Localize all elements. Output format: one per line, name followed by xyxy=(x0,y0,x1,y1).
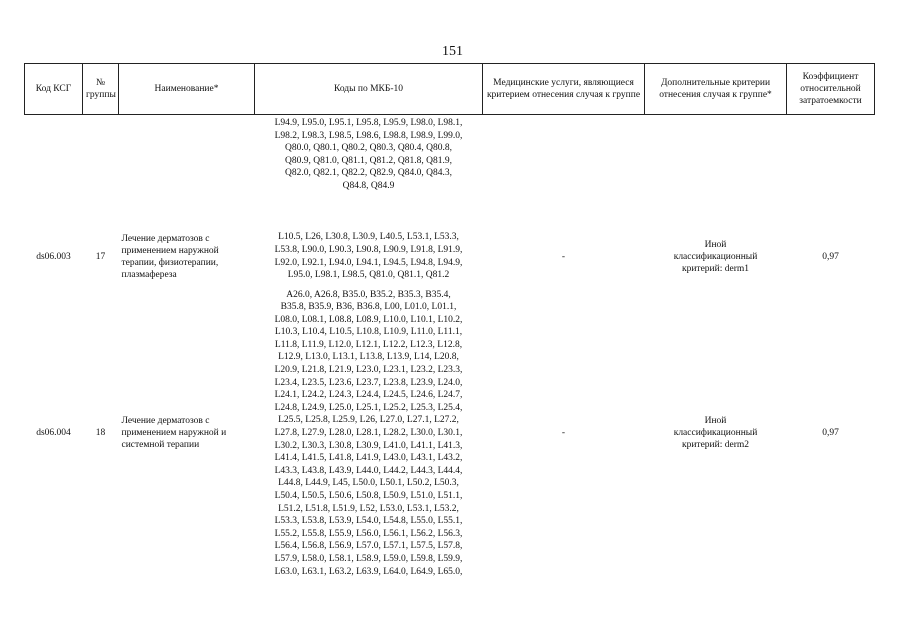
icd-codes-line: L12.9, L13.0, L13.1, L13.8, L13.9, L14, L20.8, xyxy=(278,352,459,363)
icd-codes-line: Q84.8, Q84.9 xyxy=(342,180,395,191)
services-cell: - xyxy=(561,428,566,439)
table-row xyxy=(25,289,875,579)
icd-codes-cell xyxy=(255,115,483,225)
icd-codes-line: L53.8, L90.0, L90.3, L90.8, L90.9, L91.8, L91.9, xyxy=(274,244,463,255)
icd-codes-line: L20.9, L21.8, L21.9, L23.0, L23.1, L23.2, L23.3, xyxy=(274,365,463,376)
criteria-cell xyxy=(645,115,787,225)
icd-codes-cell xyxy=(255,225,483,289)
criteria-cell xyxy=(645,225,787,289)
icd-codes-line: L30.2, L30.3, L30.8, L30.9, L41.0, L41.1, L41.3, xyxy=(274,440,463,451)
name-line: применением наружной и xyxy=(121,428,227,439)
icd-codes-line: B35.8, B35.9, B36, B36.8, L00, L01.0, L01.1, xyxy=(280,302,457,313)
icd-codes-line: L98.2, L98.3, L98.5, L98.6, L98.8, L98.9, L99.0, xyxy=(274,130,463,141)
icd-codes-line: L63.0, L63.1, L63.2, L63.9, L64.0, L64.9, L65.0, xyxy=(274,566,463,577)
icd-codes-line: L57.9, L58.0, L58.1, L58.9, L59.0, L59.8, L59.9, xyxy=(274,553,463,564)
ksg-table xyxy=(24,63,875,578)
ksg-code-cell xyxy=(25,115,83,225)
icd-codes-line: L27.8, L27.9, L28.0, L28.1, L28.2, L30.0, L30.1, xyxy=(274,428,463,439)
header-icd-codes: Коды по МКБ-10 xyxy=(255,64,483,115)
page-number: 151 xyxy=(442,44,463,59)
header-name: Наименование* xyxy=(119,64,255,115)
icd-codes-line: L08.0, L08.1, L08.8, L08.9, L10.0, L10.1, L10.2, xyxy=(274,314,463,325)
icd-codes-line: L10.3, L10.4, L10.5, L10.8, L10.9, L11.0, L11.1, xyxy=(274,327,463,338)
name-cell xyxy=(119,289,255,579)
icd-codes-line: L53.3, L53.8, L53.9, L54.0, L54.8, L55.0, L55.1, xyxy=(274,516,463,527)
icd-codes-line: Q80.0, Q80.1, Q80.2, Q80.3, Q80.4, Q80.8, xyxy=(284,143,453,154)
name-cell xyxy=(119,225,255,289)
criteria-line: Иной xyxy=(704,239,727,250)
header-services: Медицинские услуги, являющиеся критерием отнесения случая к группе xyxy=(483,64,645,115)
table-row xyxy=(25,225,875,289)
table-row xyxy=(25,115,875,225)
icd-codes-line: L25.5, L25.8, L25.9, L26, L27.0, L27.1, L27.2, xyxy=(278,415,459,426)
coefficient-cell: 0,97 xyxy=(822,251,839,262)
icd-codes-cell xyxy=(255,289,483,579)
header-group-number: № группы xyxy=(83,64,119,115)
name-line: Лечение дерматозов с xyxy=(121,416,210,427)
group-number-cell: 17 xyxy=(95,251,106,262)
name-line: плазмафереза xyxy=(121,269,177,280)
icd-codes-line: L44.8, L44.9, L45, L50.0, L50.1, L50.2, L50.3, xyxy=(278,478,459,489)
icd-codes-line: L23.4, L23.5, L23.6, L23.7, L23.8, L23.9, L24.0, xyxy=(274,377,463,388)
name-line: терапии, физиотерапии, xyxy=(121,257,219,268)
icd-codes-line: L24.8, L24.9, L25.0, L25.1, L25.2, L25.3, L25.4, xyxy=(274,402,463,413)
criteria-cell xyxy=(645,289,787,579)
ksg-code-cell: ds06.004 xyxy=(36,428,71,439)
table-header-row xyxy=(25,64,875,115)
criteria-line: критерий: derm1 xyxy=(681,263,750,274)
criteria-line: критерий: derm2 xyxy=(681,440,750,451)
icd-codes-line: L43.3, L43.8, L43.9, L44.0, L44.2, L44.3, L44.4, xyxy=(274,465,463,476)
group-number-cell: 18 xyxy=(95,428,106,439)
icd-codes-line: L95.0, L98.1, L98.5, Q81.0, Q81.1, Q81.2 xyxy=(287,270,450,281)
icd-codes-line: L56.4, L56.8, L56.9, L57.0, L57.1, L57.5, L57.8, xyxy=(274,541,463,552)
coefficient-cell xyxy=(787,115,875,225)
name-line: применением наружной xyxy=(121,245,219,256)
icd-codes-line: L10.5, L26, L30.8, L30.9, L40.5, L53.1, L53.3, xyxy=(278,232,459,243)
name-cell xyxy=(119,115,255,225)
coefficient-cell: 0,97 xyxy=(822,428,839,439)
icd-codes-line: L41.4, L41.5, L41.8, L41.9, L43.0, L43.1, L43.2, xyxy=(274,453,463,464)
criteria-line: классификационный xyxy=(673,251,758,262)
services-cell xyxy=(483,115,645,225)
name-line: системной терапии xyxy=(121,440,200,451)
icd-codes-line: L51.2, L51.8, L51.9, L52, L53.0, L53.1, L53.2, xyxy=(278,503,459,514)
icd-codes-line: L50.4, L50.5, L50.6, L50.8, L50.9, L51.0, L51.1, xyxy=(274,491,463,501)
header-code: Код КСГ xyxy=(25,64,83,115)
criteria-line: Иной xyxy=(704,416,727,427)
ksg-code-cell: ds06.003 xyxy=(36,251,71,262)
name-line: Лечение дерматозов с xyxy=(121,233,210,244)
icd-codes-line: L55.2, L55.8, L55.9, L56.0, L56.1, L56.2, L56.3, xyxy=(274,528,463,539)
icd-codes-line: A26.0, A26.8, B35.0, B35.2, B35.3, B35.4, xyxy=(286,289,451,300)
criteria-line: классификационный xyxy=(673,428,758,439)
icd-codes-line: L24.1, L24.2, L24.3, L24.4, L24.5, L24.6, L24.7, xyxy=(274,390,463,401)
group-number-cell xyxy=(83,115,119,225)
icd-codes-line: L92.0, L92.1, L94.0, L94.1, L94.5, L94.8, L94.9, xyxy=(274,257,463,268)
icd-codes-line: L11.8, L11.9, L12.0, L12.1, L12.2, L12.3, L12.8, xyxy=(274,339,463,350)
header-coefficient: Коэффициент относительной затратоемкости xyxy=(787,64,875,115)
icd-codes-line: Q80.9, Q81.0, Q81.1, Q81.2, Q81.8, Q81.9, xyxy=(284,155,453,166)
header-criteria: Дополнительные критерии отнесения случая к группе* xyxy=(645,64,787,115)
services-cell: - xyxy=(561,251,566,262)
icd-codes-line: Q82.0, Q82.1, Q82.2, Q82.9, Q84.0, Q84.3, xyxy=(284,168,453,179)
icd-codes-line: L94.9, L95.0, L95.1, L95.8, L95.9, L98.0, L98.1, xyxy=(274,118,463,128)
